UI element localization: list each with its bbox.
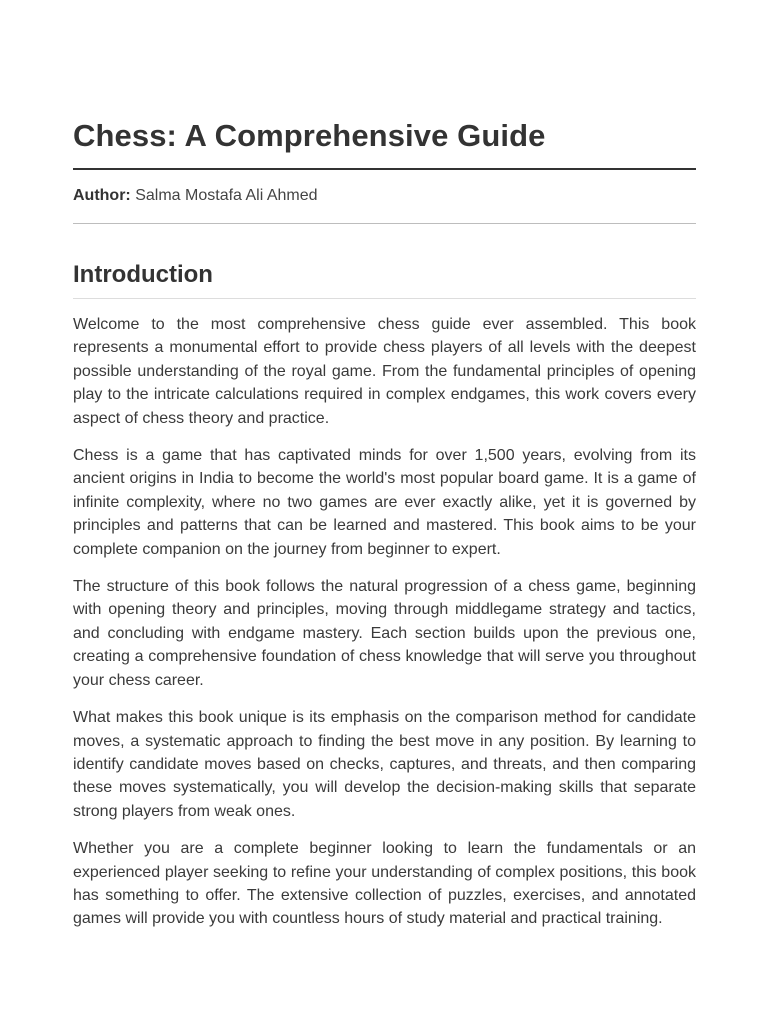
metadata-divider — [73, 223, 696, 224]
section-divider — [73, 298, 696, 299]
author-line — [73, 185, 696, 207]
author-name: Salma Mostafa Ali Ahmed — [135, 187, 318, 204]
body-paragraph: What makes this book unique is its emphasis on the comparison method for candidate moves, a systematic approach to finding the best move in any position. By learning to identify candidate moves based on checks, captures, and threats, and then comparing these moves systematically, you will develop the decision-making skills that separate strong players from weak ones. — [73, 709, 696, 820]
document-title: Chess: A Comprehensive Guide — [73, 118, 546, 153]
section-body — [73, 313, 696, 931]
body-paragraph: Whether you are a complete beginner looking to learn the fundamentals or an experienced player seeking to refine your understanding of complex positions, this book has something to offer. The extensive collection of puzzles, exercises, and annotated games will provide you with countless hours of study material and practical training. — [73, 840, 696, 928]
title-divider — [73, 168, 696, 170]
section-heading-introduction: Introduction — [73, 261, 213, 288]
body-paragraph: Chess is a game that has captivated minds for over 1,500 years, evolving from its ancient origins in India to become the world's most popular board game. It is a game of infinite complexity, where no two games are ever exactly alike, yet it is governed by principles and patterns that can be learned and mastered. This book aims to be your complete companion on the journey from beginner to expert. — [73, 447, 696, 558]
body-paragraph: The structure of this book follows the natural progression of a chess game, beginning with opening theory and principles, moving through middlegame strategy and tactics, and concluding with endgame mastery. Each section builds upon the previous one, creating a comprehensive foundation of chess knowledge that will serve you throughout your chess career. — [73, 578, 696, 689]
author-label: Author: — [73, 187, 131, 204]
body-paragraph: Welcome to the most comprehensive chess guide ever assembled. This book represents a monumental effort to provide chess players of all levels with the deepest possible understanding of the royal game. From the fundamental principles of opening play to the intricate calculations required in complex endgames, this work covers every aspect of chess theory and practice. — [73, 316, 696, 427]
